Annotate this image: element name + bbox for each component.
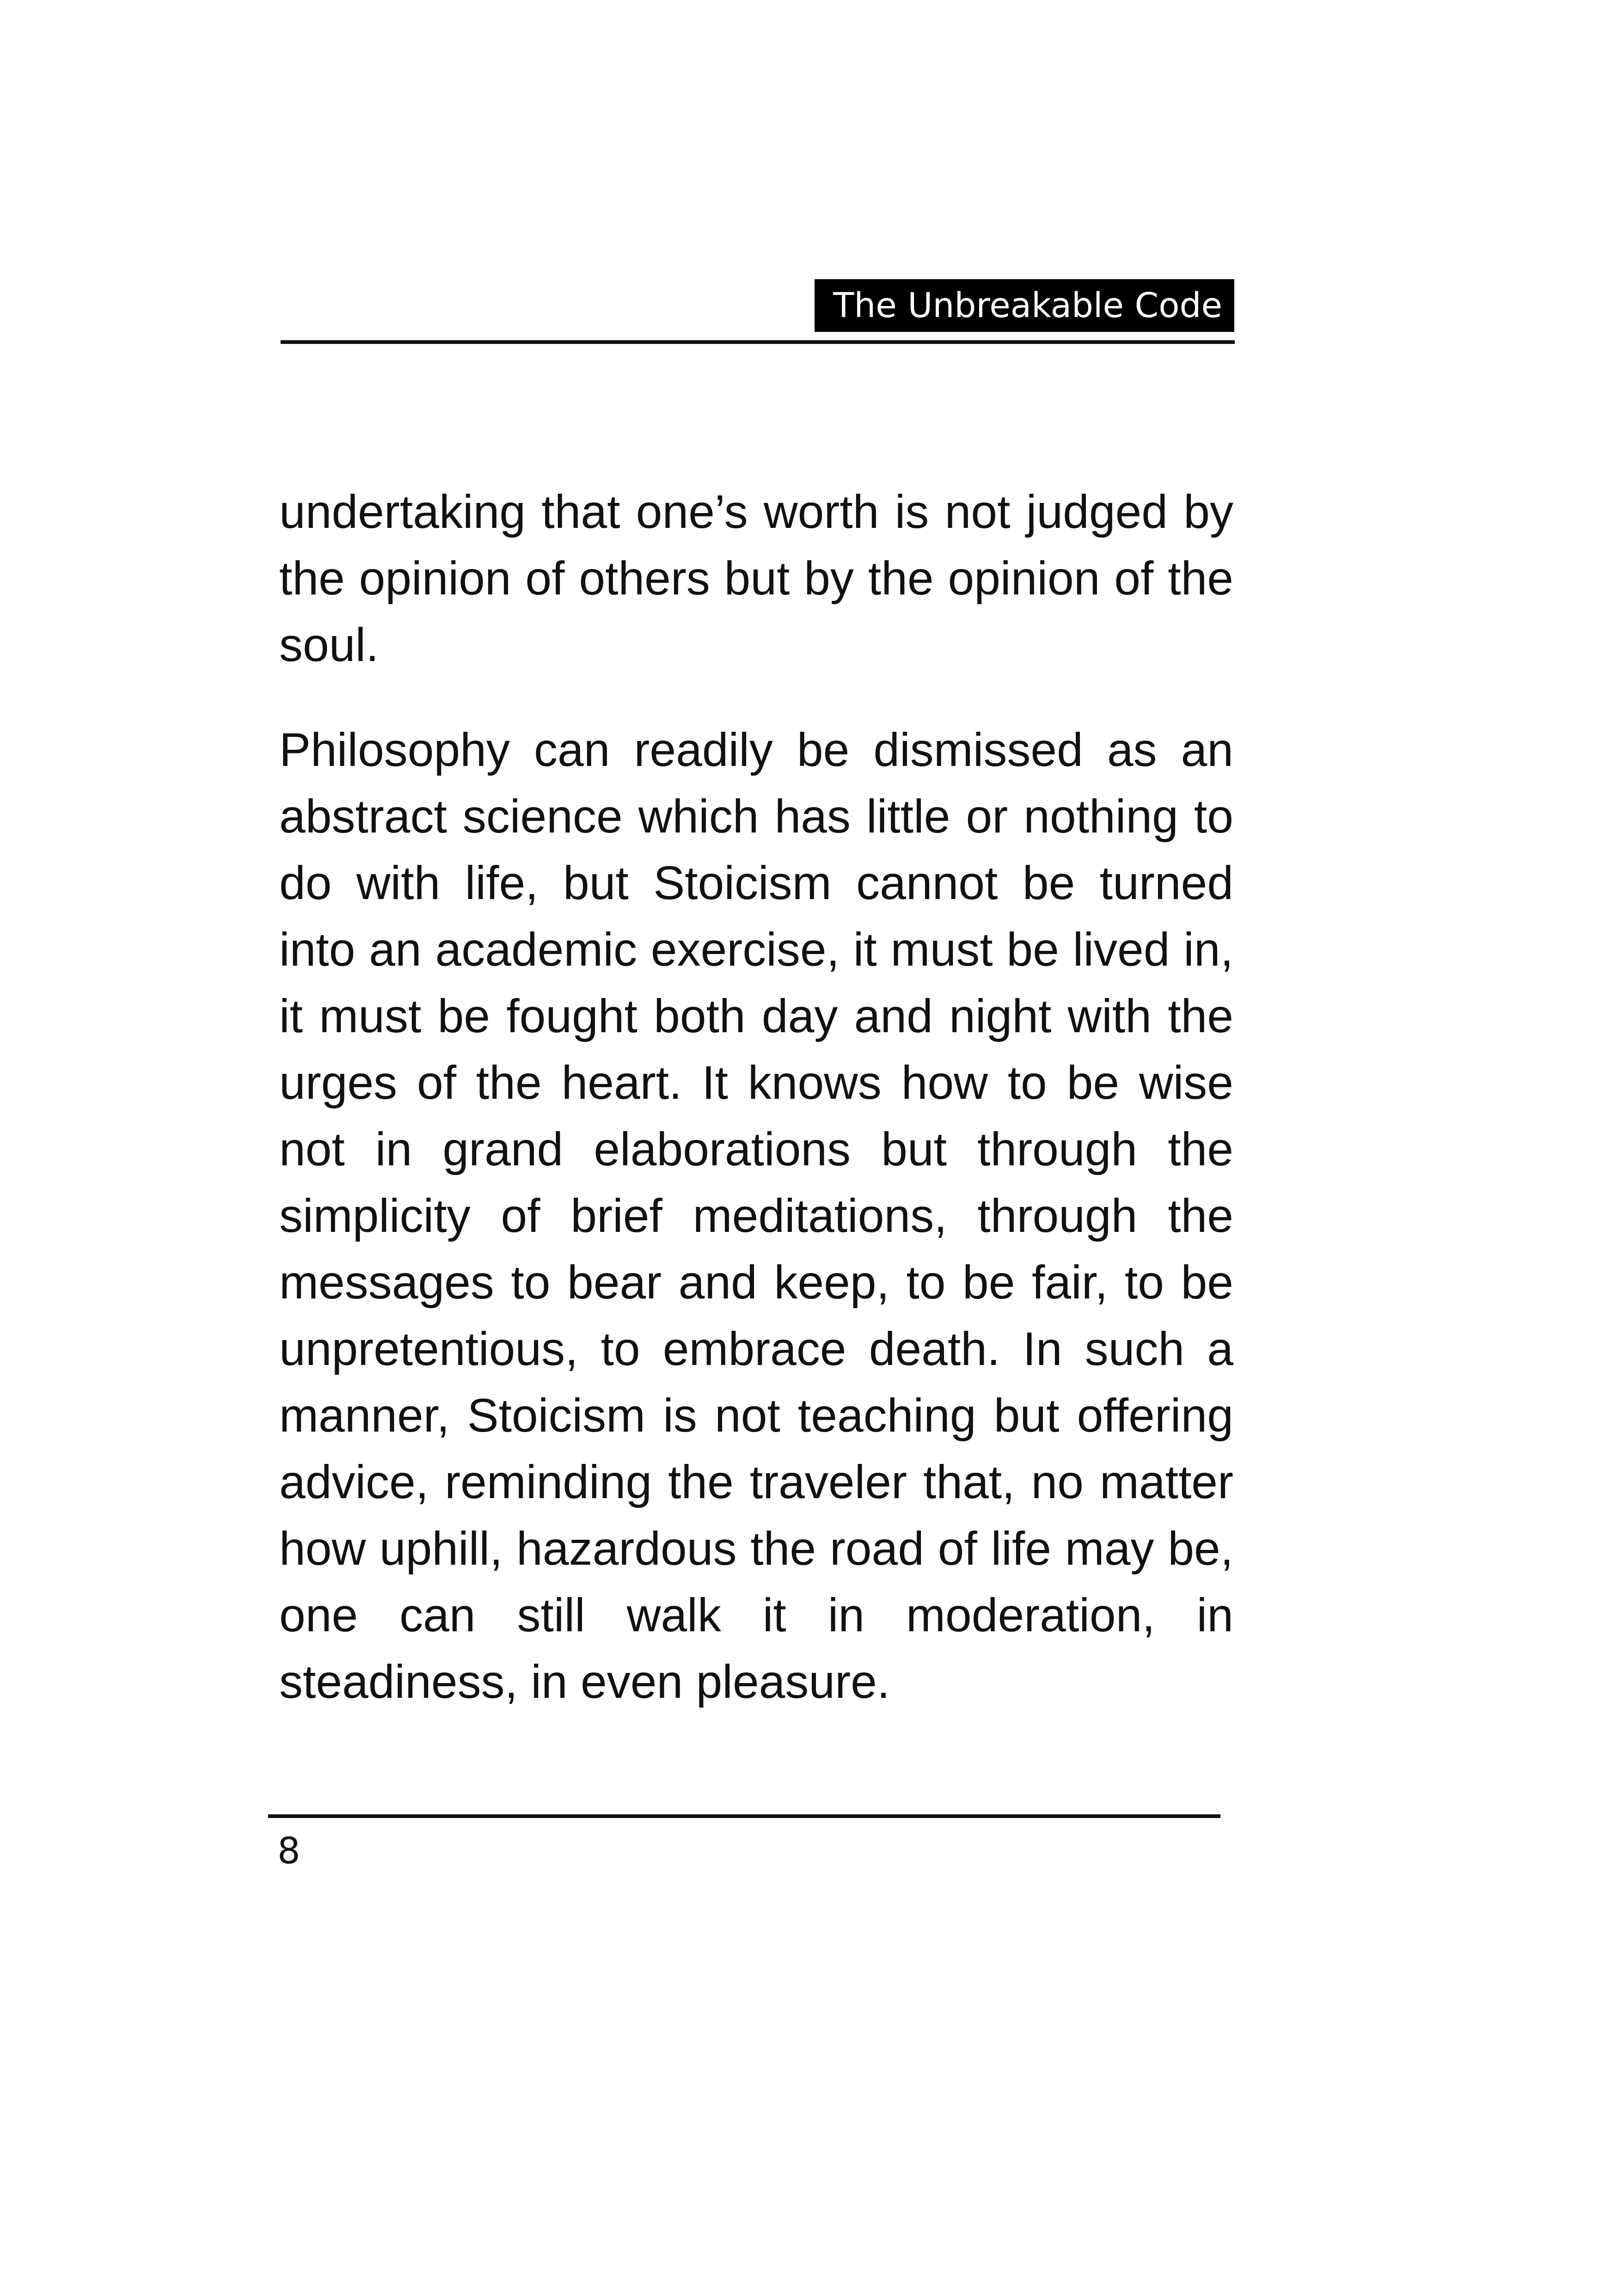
header-divider (281, 340, 1235, 344)
paragraph-stoicism: Philosophy can readily be dismissed as an abstract science which has little or nothing to do with life, but Stoicism cannot be turned into an academic exercise, it must be lived in, it must be fought both day and night with the urges of the heart. It knows how to be wise not in grand elaborations but through the simplicity of brief meditations, through the messages to bear and keep, to be fair, to be unpretentious, to embrace death. In such a manner, Stoicism is not teaching but offering advice, reminding the traveler that, no matter how uphill, hazardous the road of life may be, one can still walk it in moderation, in steadiness, in even pleasure. (279, 723, 1233, 1708)
running-header-title: The Unbreakable Code (815, 279, 1234, 332)
footer-divider (268, 1814, 1220, 1818)
page-number: 8 (277, 1831, 300, 1872)
paragraph-continuation: undertaking that one’s worth is not judged by the opinion of others but by the opinion of the soul. (279, 485, 1233, 671)
body-text (279, 478, 1233, 1715)
